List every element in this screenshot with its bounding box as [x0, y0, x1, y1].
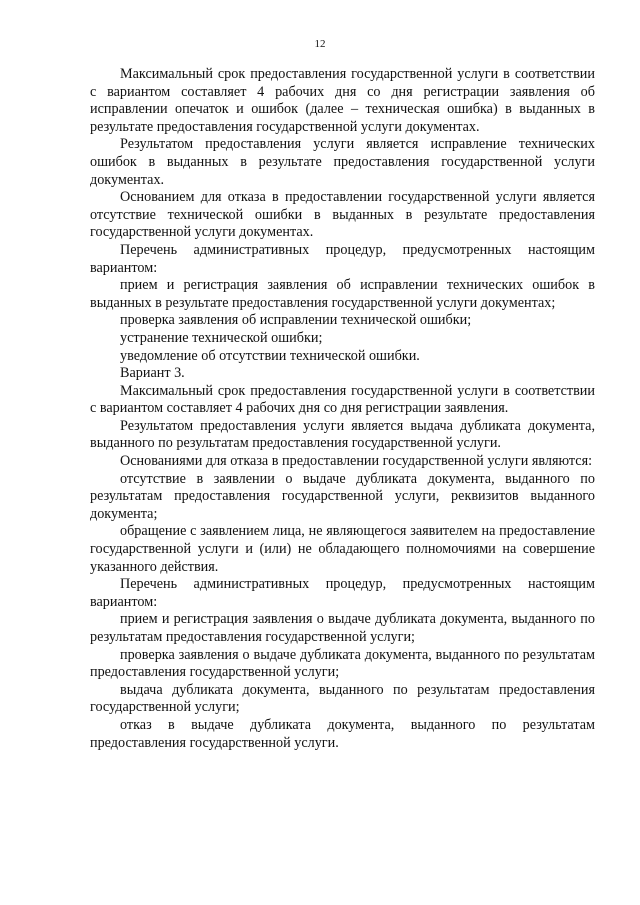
- page-number: 12: [314, 38, 326, 50]
- paragraph: Перечень административных процедур, предусмотренных настоящим вариантом:: [90, 576, 595, 610]
- paragraph: Основаниями для отказа в предоставлении государственной услуги являются:: [120, 453, 593, 470]
- list-item: прием и регистрация заявления о выдаче дубликата документа, выданного по результатам предоставления государственной услуги;: [90, 611, 595, 645]
- section-heading: Вариант 3.: [120, 365, 185, 382]
- paragraph: Максимальный срок предоставления государственной услуги в соответствии с вариантом составляет 4 рабочих дня со дня регистрации заявления об исправлении опечаток и ошибок (далее – техническая ошибка) в выданных в результате предоставления государственной услуги документах.: [90, 66, 595, 135]
- paragraph: Основанием для отказа в предоставлении государственной услуги является отсутствие технической ошибки в выданных в результате предоставления государственной услуги документах.: [90, 189, 595, 241]
- list-item: проверка заявления о выдаче дубликата документа, выданного по результатам предоставления государственной услуги;: [90, 646, 595, 681]
- paragraph: Результатом предоставления услуги является выдача дубликата документа, выданного по результатам предоставления государственной услуги.: [90, 417, 595, 452]
- list-item: проверка заявления об исправлении технической ошибки;: [120, 312, 472, 329]
- paragraph: Перечень административных процедур, предусмотренных настоящим вариантом:: [90, 241, 595, 276]
- list-item: уведомление об отсутствии технической ошибки.: [120, 347, 420, 364]
- list-item: обращение с заявлением лица, не являющегося заявителем на предоставление государственной услуги и (или) не обладающего полномочиями на совершение указанного действия.: [90, 523, 595, 575]
- document-body: [90, 66, 595, 752]
- paragraph: Максимальный срок предоставления государственной услуги в соответствии с вариантом составляет 4 рабочих дня со дня регистрации заявления.: [90, 382, 595, 417]
- list-item: прием и регистрация заявления об исправлении технических ошибок в выданных в результате предоставления государственной услуги документах;: [90, 277, 595, 311]
- list-item: отказ в выдаче дубликата документа, выданного по результатам предоставления государственной услуги.: [90, 716, 595, 751]
- list-item: отсутствие в заявлении о выдаче дубликата документа, выданного по результатам предоставления государственной услуги, реквизитов выданного документа;: [90, 470, 595, 522]
- list-item: выдача дубликата документа, выданного по результатам предоставления государственной услуги;: [90, 681, 595, 716]
- paragraph: Результатом предоставления услуги является исправление технических ошибок в выданных в результате предоставления государственной услуги документах.: [90, 136, 595, 188]
- list-item: устранение технической ошибки;: [120, 329, 323, 346]
